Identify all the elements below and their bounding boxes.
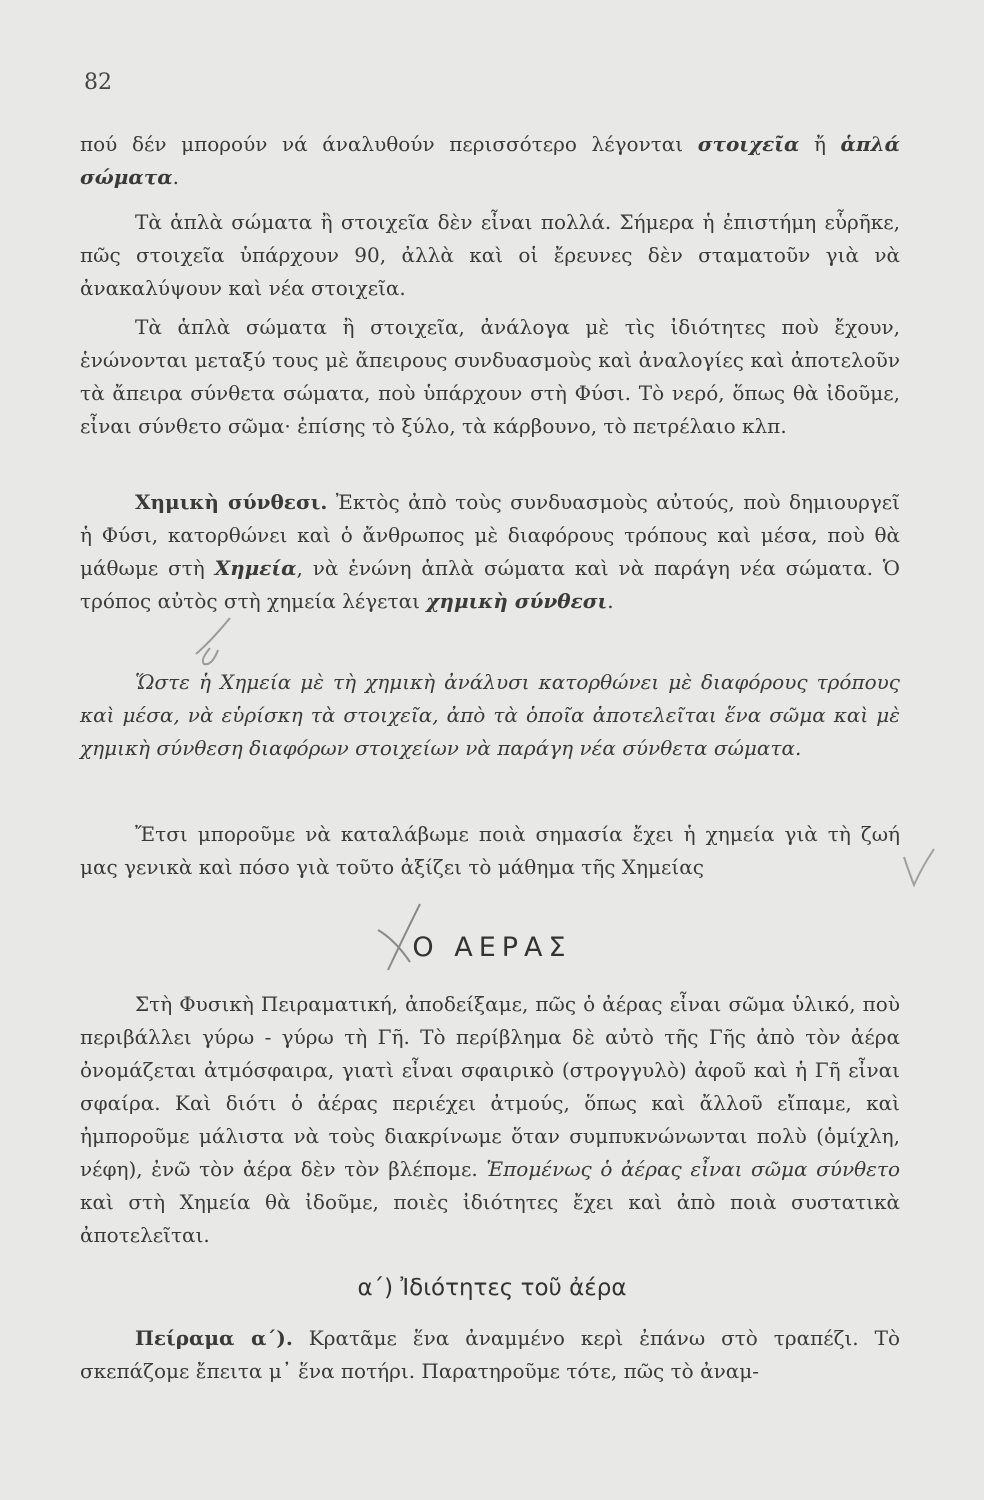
paragraph-air-end: καὶ στὴ Χημεία θὰ ἰδοῦμε, ποιὲς ἰδιότητες ἔχει καὶ ἀπὸ ποιὰ συστατικὰ ἀποτελεῖται. (80, 1190, 900, 1247)
term-chemical-synthesis: χημικὴ σύνθεσι (426, 589, 608, 613)
paragraph-conclusion: Ἔτσι μποροῦμε νὰ καταλάβωμε ποιὰ σημασία ἔχει ἡ χημεία γιὰ τὴ ζωή μας γενικὰ καὶ πόσο γιὰ τοῦτο ἀξίζει τὸ μάθημα τῆς Χημείας (80, 822, 900, 879)
paragraph-end: . (607, 589, 614, 613)
experiment-heading: Πείραμα α΄). (135, 1326, 293, 1350)
pencil-cross-mark-icon (370, 900, 430, 980)
paragraph-experiment (80, 1322, 900, 1388)
experiment-text: Κρατᾶμε ἕνα ἀναμμένο κερὶ ἐπάνω στὸ τραπέζι. Τὸ σκεπάζομε ἔπειτα μ᾿ ἕνα ποτήρι. Παρατηροῦμε τότε, πῶς τὸ ἀναμ- (80, 1326, 900, 1383)
intro-mid: ἤ (799, 132, 841, 156)
paragraph-chemical-synthesis (80, 486, 900, 618)
subsection-title: α΄) Ἰδιότητες τοῦ ἀέρα (357, 1275, 627, 1301)
term-chemistry: Χημεία (214, 556, 297, 580)
paragraph-text-1: Ἐκτὸς ἀπὸ τοὺς συνδυασμοὺς αὐτούς, ποὺ δημιουργεῖ ἡ Φύσι, κατορθώνει καὶ ὁ ἄνθρωπος μὲ διαφόρους τρόπους καὶ μέσα, ποὺ θὰ μάθωμε στὴ (80, 490, 900, 580)
pencil-mark-icon (190, 610, 240, 670)
pencil-tick-icon (900, 845, 940, 895)
intro-paragraph (80, 128, 900, 194)
intro-end: . (172, 165, 180, 189)
intro-text: πού δέν μπορούν νά άναλυθούν περισσότερο λέγονται (80, 132, 698, 156)
paragraph-2: Τὰ ἁπλὰ σώματα ἢ στοιχεῖα, ἀνάλογα μὲ τὶς ἰδιότητες ποὺ ἔχουν, ἑνώνονται μεταξύ τους μὲ ἄπειρους συνδυασμοὺς καὶ ἀναλογίες καὶ ἀποτελοῦν τὰ ἄπειρα σύνθετα σώματα, ποὺ ὑπάρχουν στὴ Φύσι. Τὸ νερό, ὅπως θὰ ἰδοῦμε, εἶναι σύνθετο σῶμα· ἐπίσης τὸ ξύλο, τὰ κάρβουνο, τὸ πετρέλαιο κλπ. (80, 315, 900, 438)
paragraph-air-italic: Ἑπομένως ὁ ἀέρας εἶναι σῶμα σύνθετο (486, 1157, 900, 1181)
paragraph-text-2: , νὰ ἑνώνη ἁπλὰ σώματα καὶ νὰ παράγη νέα σώματα. Ὁ τρόπος αὐτὸς στὴ χημεία λέγεται (80, 556, 900, 613)
paragraph-summary: Ὥστε ἡ Χημεία μὲ τὴ χημικὴ ἀνάλυσι κατορθώνει μὲ διαφόρους τρόπους καὶ μέσα, νὰ εὑρίσκη τὰ στοιχεῖα, ἀπὸ τὰ ὁποῖα ἀποτελεῖται ἕνα σῶμα καὶ μὲ χημικὴ σύνθεση διαφόρων στοιχείων νὰ παράγη νέα σύνθετα σώματα. (80, 670, 900, 760)
paragraph-air-text: Στὴ Φυσικὴ Πειραματική, ἀποδείξαμε, πῶς ὁ ἀέρας εἶναι σῶμα ὑλικό, ποὺ περιβάλλει γύρω - γύρω τὴ Γῆ. Τὸ περίβλημα δὲ αὐτὸ τῆς Γῆς ἀπὸ τὸν ἀέρα ὀνομάζεται ἀτμόσφαιρα, γιατὶ εἶναι σφαιρικὸ (στρογγυλὸ) ἀφοῦ καὶ ἡ Γῆ εἶναι σφαίρα. Καὶ διότι ὁ ἀέρας περιέχει ἀτμούς, ὅπως καὶ ἄλλοῦ εἴπαμε, καὶ ἠμποροῦμε μάλιστα νὰ τοὺς διακρίνωμε ὅταν συμπυκνώνωνται πολὺ (ὁμίχλη, νέφη), ἐνῶ τὸν ἀέρα δὲν τὸν βλέπομε. (80, 992, 900, 1181)
page-number: 82 (84, 70, 112, 95)
section-title: Ο ΑΕΡΑΣ (412, 932, 572, 963)
paragraph-air (80, 988, 900, 1252)
term-simple-bodies: ἁπλά σώματα (80, 132, 900, 189)
term-elements: στοιχεῖα (697, 132, 800, 156)
paragraph-1: Τὰ ἁπλὰ σώματα ἢ στοιχεῖα δὲν εἶναι πολλά. Σήμερα ἡ ἐπιστήμη εὗρῆκε, πῶς στοιχεῖα ὑπάρχουν 90, ἀλλὰ καὶ οἱ ἔρευνες δὲν σταματοῦν γιὰ νὰ ἀνακαλύψουν καὶ νέα στοιχεῖα. (80, 210, 900, 300)
paragraph-heading: Χημικὴ σύνθεσι. (135, 490, 328, 514)
